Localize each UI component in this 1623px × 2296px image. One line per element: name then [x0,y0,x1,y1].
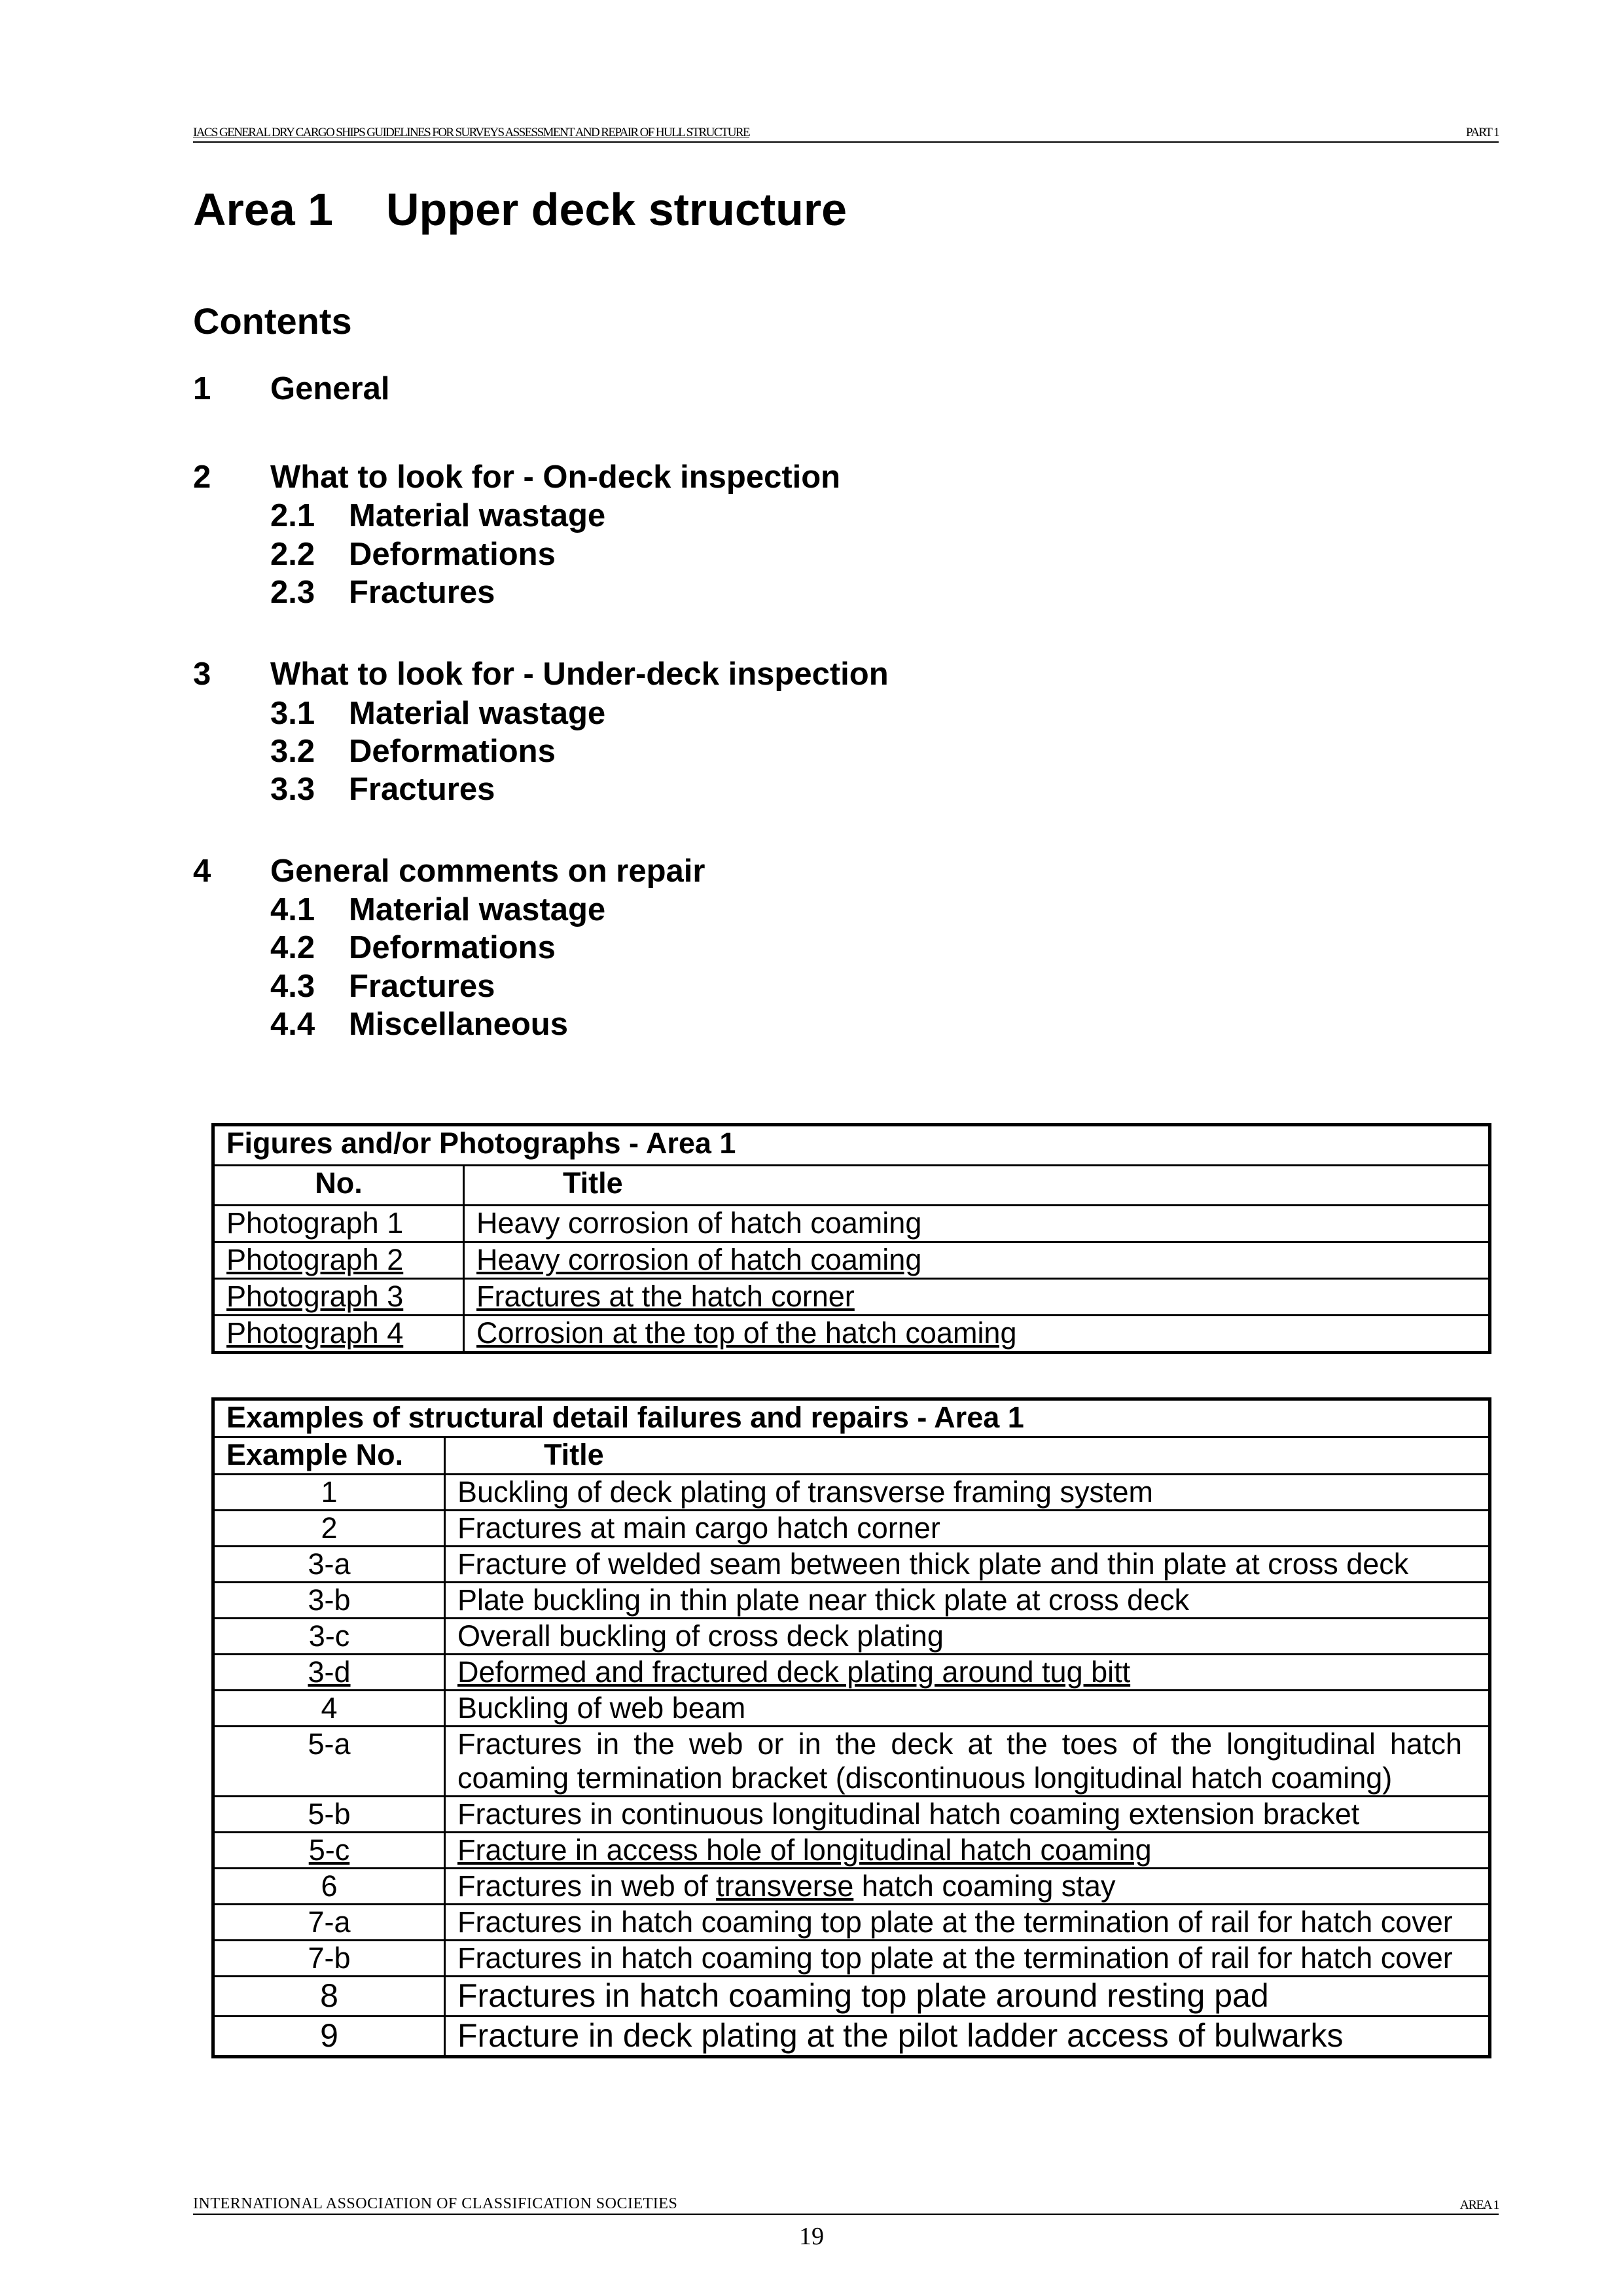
row-number: 1 [213,1475,445,1511]
row-number: 4 [213,1691,445,1727]
table-row [213,1242,1490,1279]
row-number: 3-b [213,1583,445,1619]
toc-subtext: Deformations [349,734,556,769]
toc-text: General comments on repair [270,853,705,889]
table-row [213,1655,1490,1691]
row-title: Fractures in hatch coaming top plate around resting pad [445,1976,1490,2016]
toc-subnumber: 4.4 [270,1007,315,1042]
toc-subnumber: 4.2 [270,930,315,965]
row-number: 3-c [213,1619,445,1655]
toc-subnumber: 2.2 [270,537,315,572]
row-title: Buckling of deck plating of transverse framing system [445,1475,1490,1511]
contents-heading: Contents [193,300,352,342]
examples-table [211,1397,1491,2058]
table-row [213,1316,1490,1353]
title-name: Upper deck structure [386,184,847,235]
page-number: 19 [799,2223,824,2250]
figures-table [211,1123,1491,1354]
toc-subtext: Deformations [349,537,556,572]
toc-subnumber: 3.3 [270,772,315,807]
table-row [213,1904,1490,1940]
toc-subnumber: 3.1 [270,696,315,731]
table-row [213,1796,1490,1832]
column-header-no: No. [213,1166,464,1206]
table-row [213,1940,1490,1976]
footer-area: AREA 1 [1459,2198,1499,2212]
table-row [213,1547,1490,1583]
row-number: 9 [213,2016,445,2056]
toc-subtext: Material wastage [349,498,606,533]
row-number: 8 [213,1976,445,2016]
row-number: 2 [213,1511,445,1547]
row-title: Fractures in the web or in the deck at the toes of the longitudinal hatch coaming termination bracket (discontinuous longitudinal hatch coaming) [445,1727,1490,1797]
toc-number: 1 [193,371,211,406]
toc-number: 4 [193,853,211,889]
table-row [213,1727,1490,1797]
table-caption-row [213,1125,1490,1166]
row-title: Corrosion at the top of the hatch coaming [464,1316,1490,1353]
column-header-title: Title [464,1166,1490,1206]
row-title-part: Fractures in web of [457,1869,717,1903]
table-row [213,1206,1490,1242]
table-row [213,1475,1490,1511]
row-title: Fractures in hatch coaming top plate at the termination of rail for hatch cover [445,1904,1490,1940]
table-row [213,1511,1490,1547]
row-number: Photograph 1 [213,1206,464,1242]
page-header [193,124,1499,143]
toc-subnumber: 4.1 [270,892,315,927]
toc-subtext: Material wastage [349,696,606,731]
row-title: Fractures in hatch coaming top plate at the termination of rail for hatch cover [445,1940,1490,1976]
row-number: 5-c [213,1832,445,1868]
table-row [213,1619,1490,1655]
row-title: Plate buckling in thin plate near thick plate at cross deck [445,1583,1490,1619]
toc-text: What to look for - Under-deck inspection [270,656,889,692]
toc-number: 3 [193,656,211,692]
row-title: Heavy corrosion of hatch coaming [464,1242,1490,1279]
table-header-row [213,1166,1490,1206]
row-title-underlined: transverse [716,1869,854,1903]
table-row [213,1832,1490,1868]
toc-text: General [270,371,390,406]
row-title: Deformed and fractured deck plating around tug bitt [445,1655,1490,1691]
table-caption: Figures and/or Photographs - Area 1 [213,1125,1490,1166]
toc-number: 2 [193,459,211,495]
column-header-no: Example No. [213,1437,445,1475]
row-title [445,1868,1490,1904]
table-caption-row [213,1399,1490,1437]
toc-subnumber: 2.3 [270,575,315,610]
toc-text: What to look for - On-deck inspection [270,459,841,495]
row-title: Fracture in access hole of longitudinal hatch coaming [445,1832,1490,1868]
row-number: 5-b [213,1796,445,1832]
table-header-row [213,1437,1490,1475]
page-footer [193,2195,1499,2215]
page-title [193,183,847,236]
table-row [213,1691,1490,1727]
row-title: Fracture of welded seam between thick plate and thin plate at cross deck [445,1547,1490,1583]
row-title: Fractures in continuous longitudinal hatch coaming extension bracket [445,1796,1490,1832]
table-row [213,1868,1490,1904]
title-area: Area 1 [193,184,334,235]
table-row [213,1976,1490,2016]
row-number: 7-a [213,1904,445,1940]
row-title-part: hatch coaming stay [853,1869,1116,1903]
table-row [213,1279,1490,1316]
header-part: PART 1 [1466,126,1499,139]
row-number: 7-b [213,1940,445,1976]
table-row [213,2016,1490,2056]
row-number: 6 [213,1868,445,1904]
row-number: Photograph 2 [213,1242,464,1279]
toc-subnumber: 3.2 [270,734,315,769]
table-row [213,1583,1490,1619]
row-number: 3-d [213,1655,445,1691]
toc-subtext: Deformations [349,930,556,965]
row-title: Heavy corrosion of hatch coaming [464,1206,1490,1242]
row-number: 5-a [213,1727,445,1797]
table-caption: Examples of structural detail failures and repairs - Area 1 [213,1399,1490,1437]
toc-subtext: Material wastage [349,892,606,927]
header-title: IACS GENERAL DRY CARGO SHIPS GUIDELINES FOR SURVEYS ASSESSMENT AND REPAIR OF HULL STRUCTURE [193,126,749,139]
column-header-title: Title [445,1437,1490,1475]
toc-subtext: Fractures [349,969,495,1004]
toc-subnumber: 2.1 [270,498,315,533]
toc-subnumber: 4.3 [270,969,315,1004]
row-title: Buckling of web beam [445,1691,1490,1727]
row-title: Fractures at main cargo hatch corner [445,1511,1490,1547]
row-number: Photograph 4 [213,1316,464,1353]
row-number: 3-a [213,1547,445,1583]
footer-organization: INTERNATIONAL ASSOCIATION OF CLASSIFICATION SOCIETIES [193,2195,678,2212]
row-number: Photograph 3 [213,1279,464,1316]
toc-subtext: Fractures [349,772,495,807]
row-title: Fractures at the hatch corner [464,1279,1490,1316]
toc-subtext: Miscellaneous [349,1007,568,1042]
row-title: Fracture in deck plating at the pilot ladder access of bulwarks [445,2016,1490,2056]
row-title: Overall buckling of cross deck plating [445,1619,1490,1655]
toc-subtext: Fractures [349,575,495,610]
